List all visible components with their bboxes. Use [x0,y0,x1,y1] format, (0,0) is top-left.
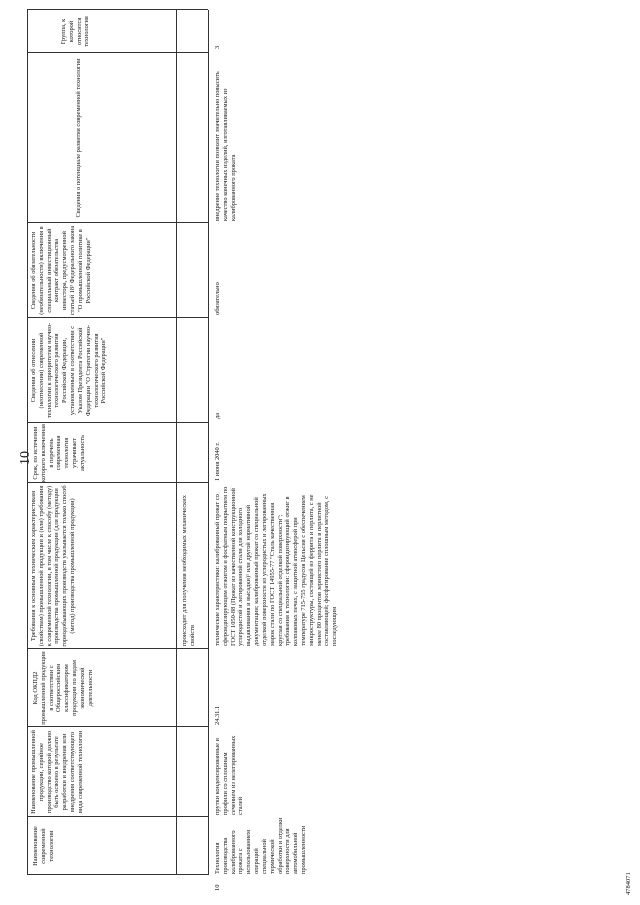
col-rule [27,222,208,223]
header-technology: Наименование современной технологии [32,826,55,866]
header-obligation: Сведения об обязательности (необязательности) включения в специальный инвестиционный контракт обязательства инвестора, предусмотренной статьей 18³ Федерального закона "О промышленной политике в Российской Федерации" [30,225,92,316]
row-number: 10 [214,884,221,891]
cell-deadline: 1 июня 2040 г. [214,442,221,481]
cell-potential: внедрение технологии позволит значительно повысить качество конечных изделий, изготавливаемых из калиброванного проката [214,71,237,221]
col-rule [27,317,208,318]
col-rule [27,816,208,817]
col-rule [27,422,208,423]
header-priority: Сведения об отнесении (неотнесении) современной технологии к приоритетам научно-технологического развития Российской Федерации, установленным в соответствии с Указом Президента Российской Федерации "О Стратегии научно-технологического развития Российской Федерации" [30,322,108,419]
col-rule [27,874,208,875]
header-potential: Сведения о потенциале развития современной технологии [75,58,82,218]
header-bottom-border [176,10,177,875]
cell-okpd2: 24.31.1 [214,705,221,725]
header-group: Группа, к которой относится технология [60,16,91,47]
header-requirements: Требования к основным техническим характеристикам (свойствам) промышленной продукции и (или) требования к современной технологии, в том числе к способу (методу) производства промышленной продукции (для продукции горнодобывающих производств указывается только способ (метод) производства промышленной продукции) [30,485,77,647]
cell-product: прутки конденсированные и профили со сплошным сечением из нелегированных сталей [214,735,245,815]
col-rule [27,726,208,727]
cell-obligation: обязательно [214,282,221,315]
col-rule [27,648,208,649]
col-rule [27,482,208,483]
cell-requirements: технические характеристики: калиброванный прокат со сфероидизирующим отжигом и фосфатным покрытием по ГОСТ 1050-88 (Прокат из качественной конструкционной углеродистой и легированной стали для холодного выдавливания и высадки)¹ или другой нормативной документации; калиброванный прокат со специальной отделкой поверхности из углеродистых и легированных марок стали по ГОСТ 14955-77 "Сталь качественная круглая со специальной отделкой поверхности"; требования к технологии: сфероидизирующий отжиг в колпаковых печах, с защитной атмосферой при температуре 715-755 градусов Цельсия с обеспечением микроструктуры, состоящей из феррита и перлита, с не менее 80 процентов зернистого перлита в перлитной составляющей; фосфатирование сплошным методом, с последующим [214,486,339,646]
page-number: 10 [18,451,33,465]
cell-group: 3 [214,45,221,49]
carryover-text: происходит для получения необходимых механических свойств [181,495,196,646]
header-product: Наименование промышленной продукции, серийное производство которой должно быть освоено в результате разработки и внедрения или внедрения соответствующего вида современной технологии [30,730,84,814]
header-okpd2: Код ОКПД2 промышленной продукции в соответствии с Общероссийским классификатором продукции по видам экономической деятельности [32,651,94,725]
document-id: 4784071 [625,872,632,895]
cell-priority: да [214,412,221,419]
header-deadline: Срок, по истечении которого включенная в перечень современная технология утрачивает актуальность [32,424,86,482]
col-rule [27,52,208,53]
continuation-border [208,10,209,875]
cell-technology: Технология производства калиброванного проката с использованием операций специальной термической обработки и отделки поверхности для автомобильной промышленности [214,817,307,874]
table-top-border [27,10,28,875]
col-rule [27,9,208,10]
